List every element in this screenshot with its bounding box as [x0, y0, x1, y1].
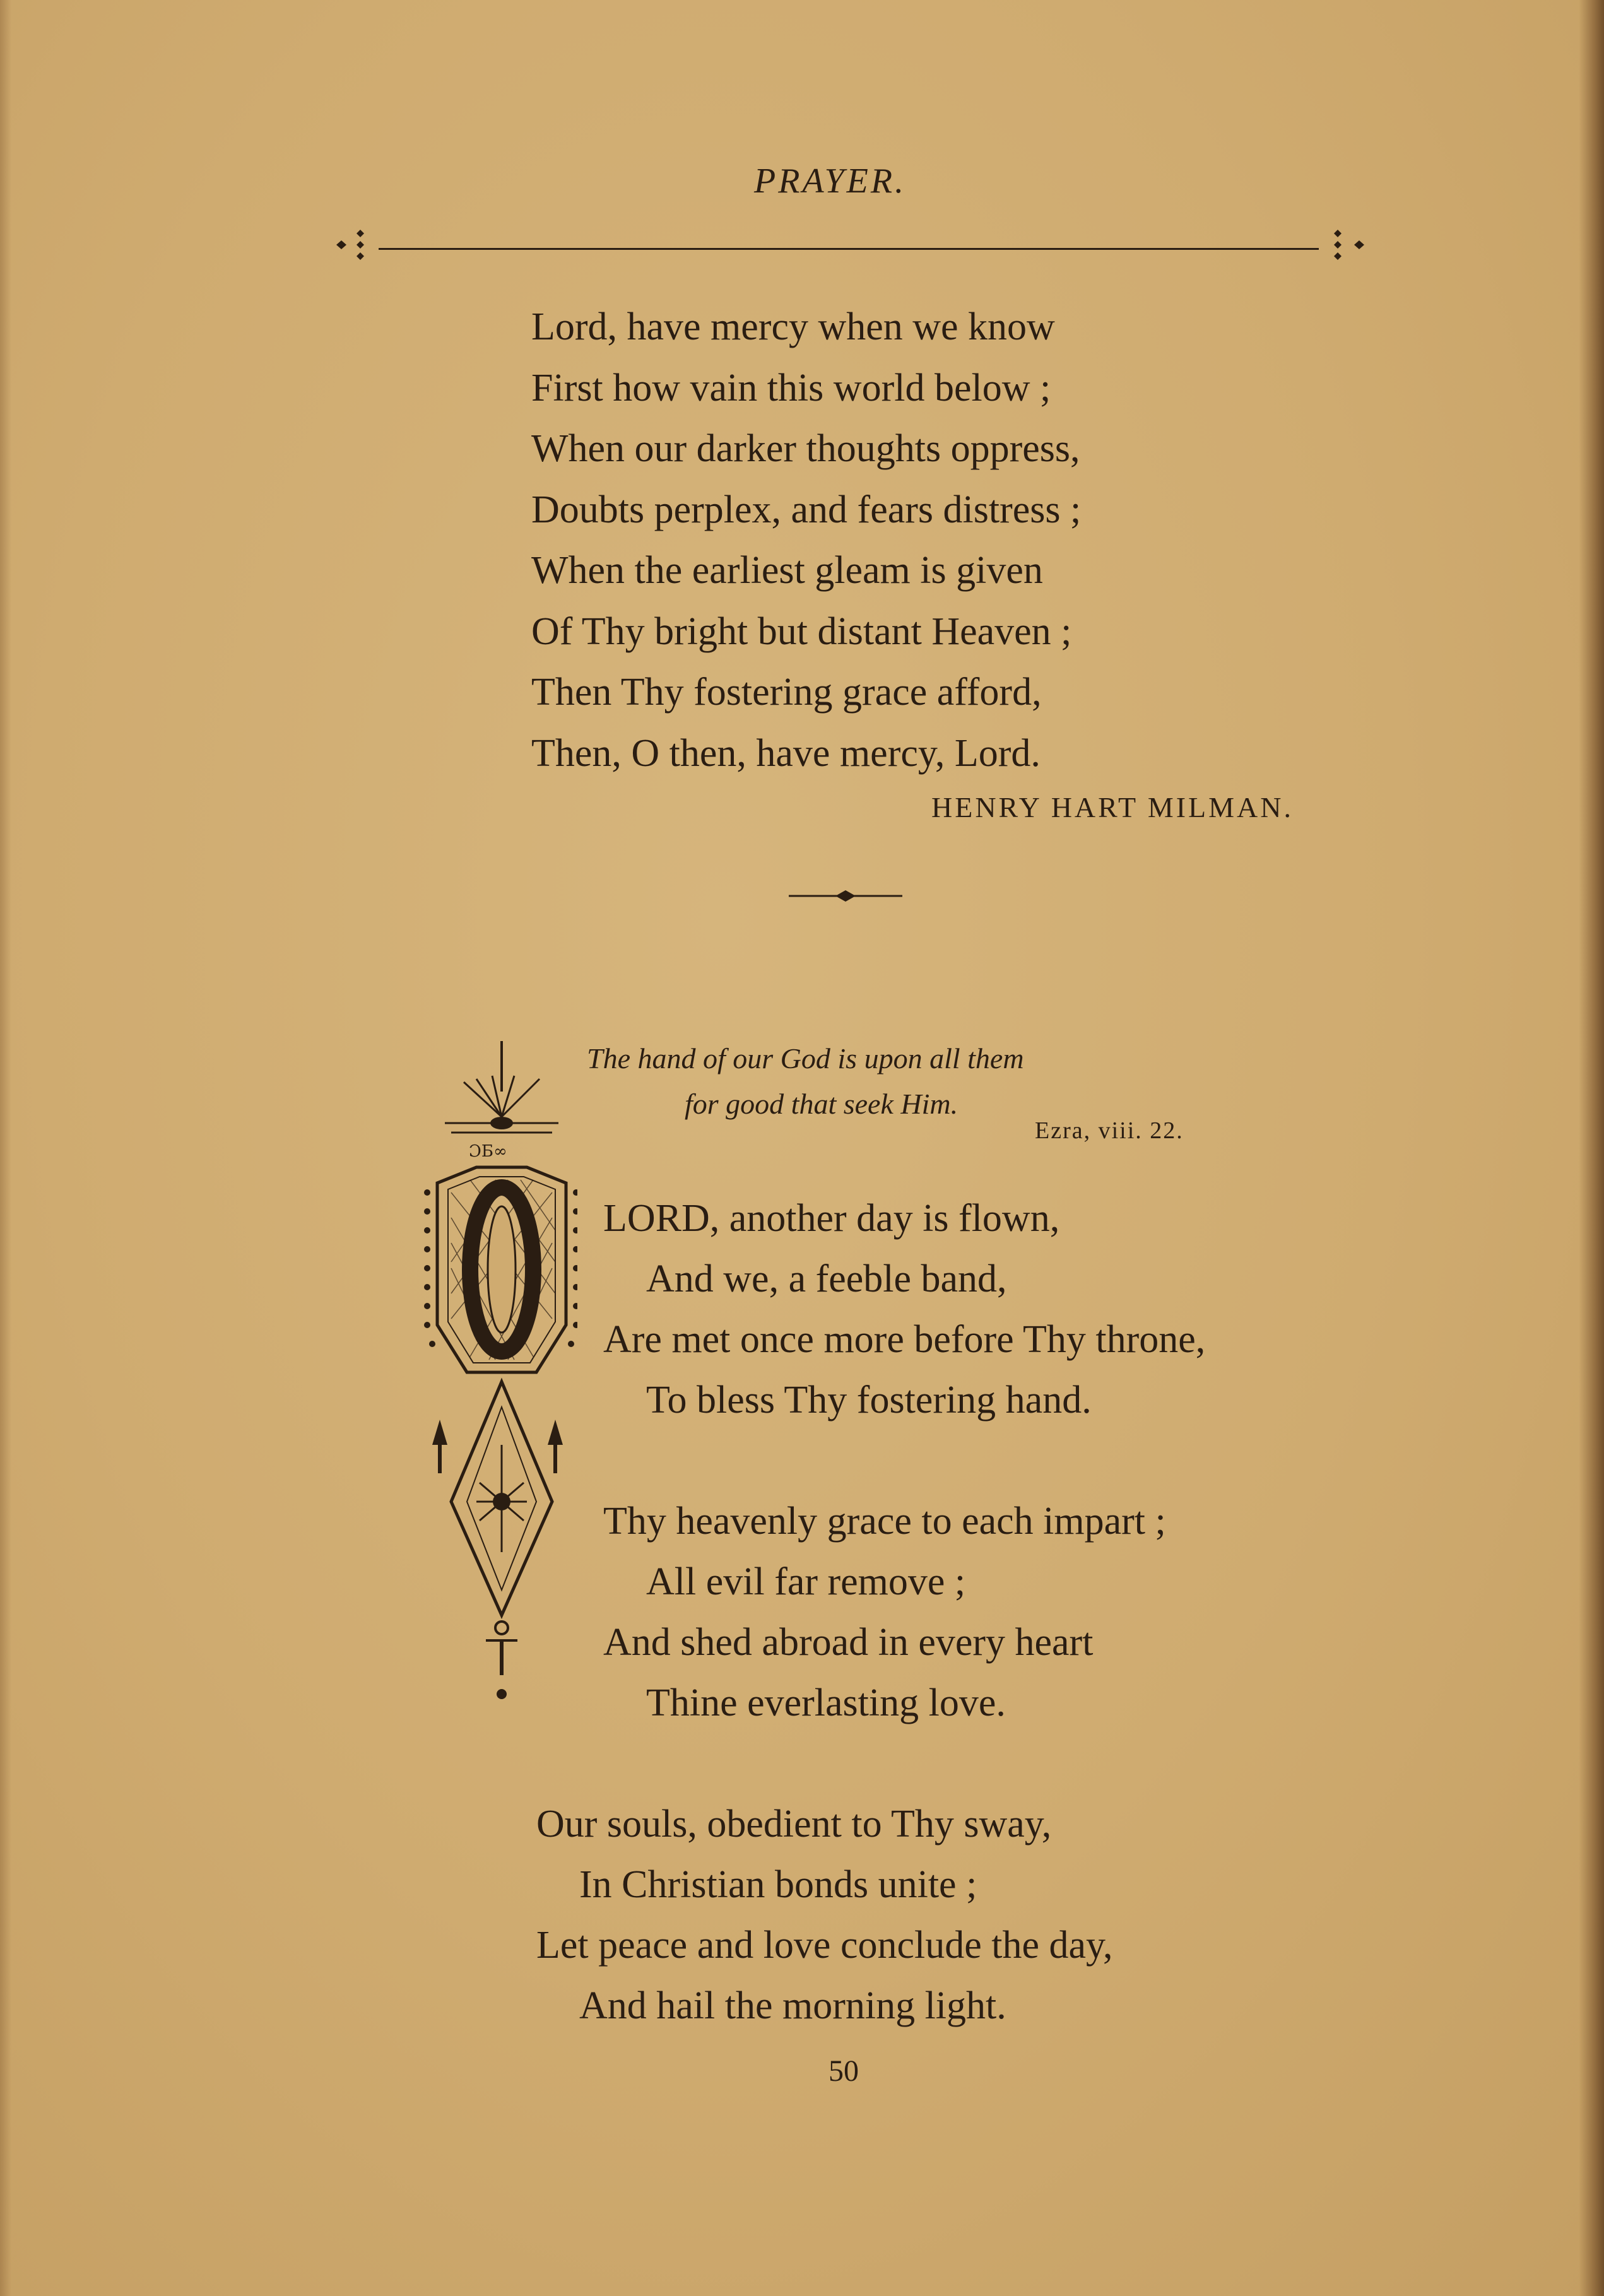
- stanza-break: [603, 1733, 1205, 1794]
- header-rule: [379, 248, 1319, 250]
- diamond-ornament-left-icon: [325, 220, 375, 270]
- stanza-break: [603, 1430, 1205, 1491]
- poem-line: When our darker thoughts oppress,: [531, 427, 1080, 470]
- poem-line: In Christian bonds unite ;: [579, 1863, 977, 1906]
- poem-line: Then Thy fostering grace afford,: [531, 671, 1042, 714]
- poem-line: Let peace and love conclude the day,: [536, 1924, 1113, 1967]
- poem-line: First how vain this world below ;: [531, 366, 1051, 409]
- poem-evening-hymn: [536, 1188, 1206, 2036]
- epigraph-line: The hand of our God is upon all them: [587, 1042, 1024, 1074]
- page-edge-right: [1579, 0, 1604, 2296]
- poem-line: All evil far remove ;: [646, 1560, 966, 1603]
- svg-text:ƆƂ∞: ƆƂ∞: [469, 1142, 507, 1161]
- poem-line: Lord, have mercy when we know: [531, 305, 1055, 348]
- poem-line: Our souls, obedient to Thy sway,: [536, 1803, 1052, 1846]
- poem-line: LORD, another day is flown,: [603, 1197, 1060, 1240]
- poem-line: Doubts perplex, and fears distress ;: [531, 488, 1082, 531]
- poem-author: HENRY HART MILMAN.: [931, 791, 1294, 823]
- poem-line: When the earliest gleam is given: [531, 549, 1043, 592]
- diamond-ornament-right-icon: [1325, 220, 1376, 270]
- poem-line: And we, a feeble band,: [646, 1257, 1007, 1300]
- ornamental-initial-o-icon: [413, 1041, 577, 1710]
- page-number: 50: [829, 2054, 859, 2088]
- running-head: PRAYER.: [754, 162, 907, 201]
- poem-milman: [531, 297, 1081, 784]
- epigraph-line: for good that seek Him.: [685, 1088, 958, 1120]
- page-shadow-left: [0, 0, 11, 2296]
- poem-line: Then, O then, have mercy, Lord.: [531, 731, 1041, 775]
- poem-line: To bless Thy fostering hand.: [646, 1379, 1092, 1422]
- poem-line: And shed abroad in every heart: [603, 1621, 1094, 1664]
- poem-line: Are met once more before Thy throne,: [603, 1318, 1206, 1361]
- poem-line: Thy heavenly grace to each impart ;: [603, 1500, 1166, 1543]
- poem-line: Thine everlasting love.: [646, 1681, 1006, 1724]
- poem-line: Of Thy bright but distant Heaven ;: [531, 609, 1072, 653]
- section-divider-icon: [789, 883, 902, 909]
- epigraph: [587, 1036, 1024, 1127]
- scripture-reference: Ezra, viii. 22.: [1035, 1117, 1184, 1144]
- poem-line: And hail the morning light.: [579, 1984, 1006, 2027]
